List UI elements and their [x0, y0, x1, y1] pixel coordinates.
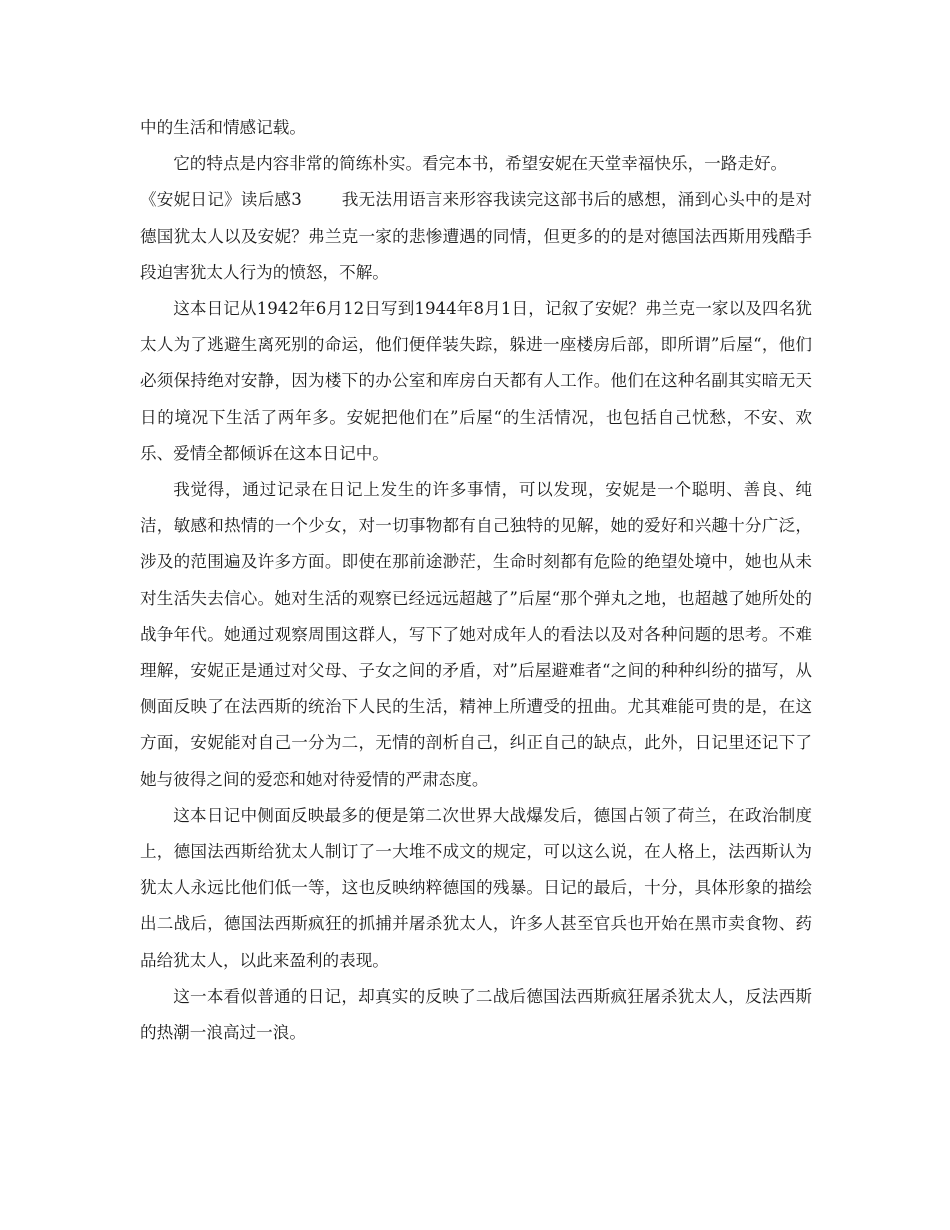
- paragraph-2: 它的特点是内容非常的简练朴实。看完本书，希望安妮在天堂幸福快乐，一路走好。: [173, 154, 788, 174]
- paragraph-6: 这本日记中侧面反映最多的便是第二次世界大战爆发后，德国占领了荷兰，在政治制度上，德国法西斯给犹太人制订了一大堆不成文的规定，可以这么说，在人格上，法西斯认为犹太人永远比他们低一等，这也反映纳粹德国的残暴。日记的最后，十分，具体形象的描绘出二战后，德国法西斯疯狂的抓捕并屠杀犹太人，许多人甚至官兵也开始在黑市卖食物、药品给犹太人，以此来盈利的表现。: [140, 805, 812, 970]
- paragraph-5: 我觉得，通过记录在日记上发生的许多事情，可以发现，安妮是一个聪明、善良、纯洁，敏感和热情的一个少女，对一切事物都有自己独特的见解，她的爱好和兴趣十分广泛，涉及的范围遍及许多方面。即使在那前途渺茫，生命时刻都有危险的绝望处境中，她也从未对生活失去信心。她对生活的观察已经远远超越了”后屋“那个弹丸之地，也超越了她所处的战争年代。她通过观察周围这群人，写下了她对成年人的看法以及对各种问题的思考。不难理解，安妮正是通过对父母、子女之间的矛盾，对”后屋避难者“之间的种种纠纷的描写，从侧面反映了在法西斯的统治下人民的生活，精神上所遭受的扭曲。尤其难能可贵的是，在这方面，安妮能对自己一分为二，无情的剖析自己，纠正自己的缺点，此外，日记里还记下了她与彼得之间的爱恋和她对待爱情的严肃态度。: [140, 480, 812, 789]
- document-body: [140, 110, 812, 1051]
- paragraph-4: 这本日记从1942年6月12日写到1944年8月1日，记叙了安妮？弗兰克一家以及四名犹太人为了逃避生离死别的命运，他们便佯装失踪，躲进一座楼房后部，即所谓”后屋“，他们必须保持绝对安静，因为楼下的办公室和库房白天都有人工作。他们在这种名副其实暗无天日的境况下生活了两年多。安妮把他们在”后屋“的生活情况，也包括自己忧愁，不安、欢乐、爱情全都倾诉在这本日记中。: [140, 299, 812, 463]
- paragraph-3: [140, 182, 812, 291]
- paragraph-7: 这一本看似普通的日记，却真实的反映了二战后德国法西斯疯狂屠杀犹太人，反法西斯的热潮一浪高过一浪。: [140, 986, 812, 1043]
- section-heading: 《安妮日记》读后感3: [140, 190, 302, 210]
- paragraph-3-text: 我无法用语言来形容我读完这部书后的感想，涌到心头中的是对德国犹太人以及安妮？弗兰克一家的悲惨遭遇的同情，但更多的的是对德国法西斯用残酷手段迫害犹太人行为的愤怒，不解。: [140, 190, 812, 282]
- paragraph-1: 中的生活和情感记载。: [140, 118, 306, 137]
